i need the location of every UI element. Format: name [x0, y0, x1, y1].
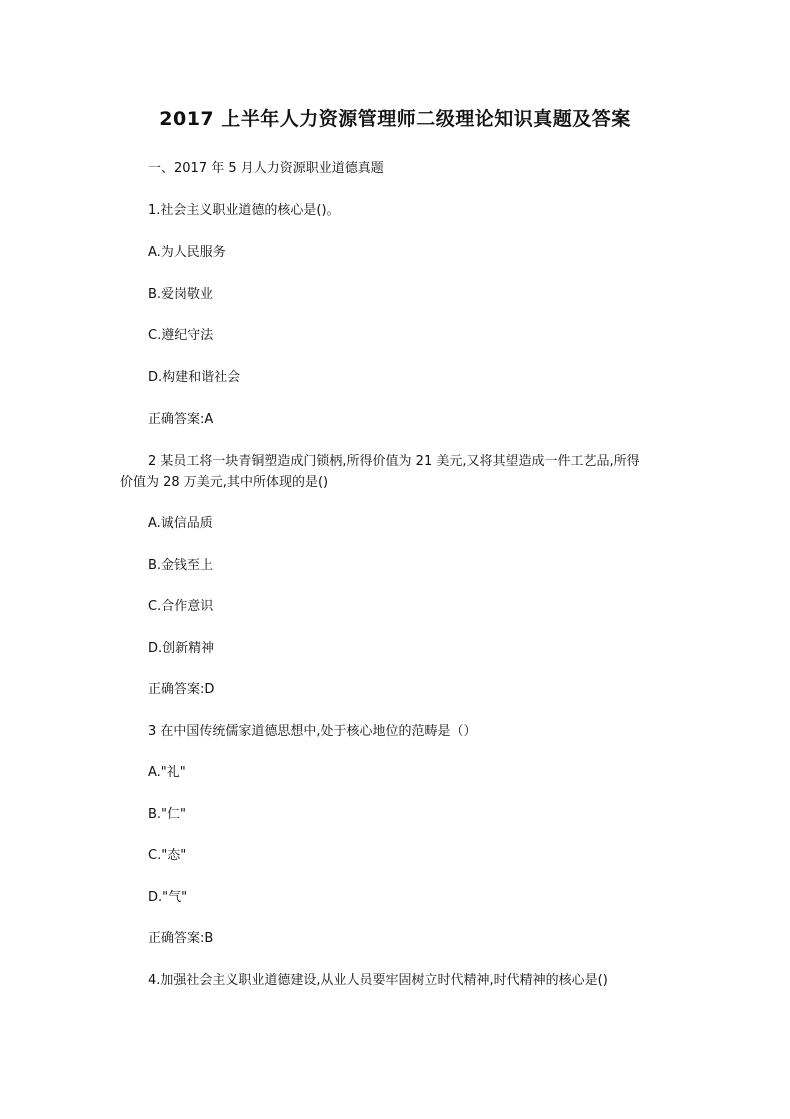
question-option: D.创新精神	[148, 641, 215, 656]
question-option: B.金钱至上	[148, 558, 214, 573]
question-option: C."态"	[148, 848, 187, 863]
question-stem-continuation: 价值为 28 万美元,其中所体现的是()	[120, 475, 329, 490]
section-heading: 一、2017 年 5 月人力资源职业道德真题	[148, 161, 384, 176]
question-option: D."气"	[148, 890, 188, 905]
correct-answer: 正确答案:A	[148, 412, 214, 427]
question-option: C.合作意识	[148, 599, 214, 614]
question-option: B."仁"	[148, 807, 187, 822]
question-stem: 3 在中国传统儒家道德思想中,处于核心地位的范畴是（）	[148, 724, 477, 739]
question-option: D.构建和谐社会	[148, 370, 241, 385]
question-option: A.为人民服务	[148, 245, 226, 260]
question-option: C.遵纪守法	[148, 328, 214, 343]
document-title: 2017 上半年人力资源管理师二级理论知识真题及答案	[159, 108, 631, 130]
question-option: A.诚信品质	[148, 516, 213, 531]
correct-answer: 正确答案:D	[148, 682, 215, 697]
question-option: B.爱岗敬业	[148, 287, 214, 302]
question-option: A."礼"	[148, 765, 186, 780]
question-stem: 2 某员工将一块青铜塑造成门锁柄,所得价值为 21 美元,又将其望造成一件工艺品,所得	[148, 454, 640, 469]
correct-answer: 正确答案:B	[148, 931, 214, 946]
question-stem: 4.加强社会主义职业道德建设,从业人员要牢固树立时代精神,时代精神的核心是()	[148, 973, 608, 988]
question-stem: 1.社会主义职业道德的核心是()。	[148, 203, 340, 218]
